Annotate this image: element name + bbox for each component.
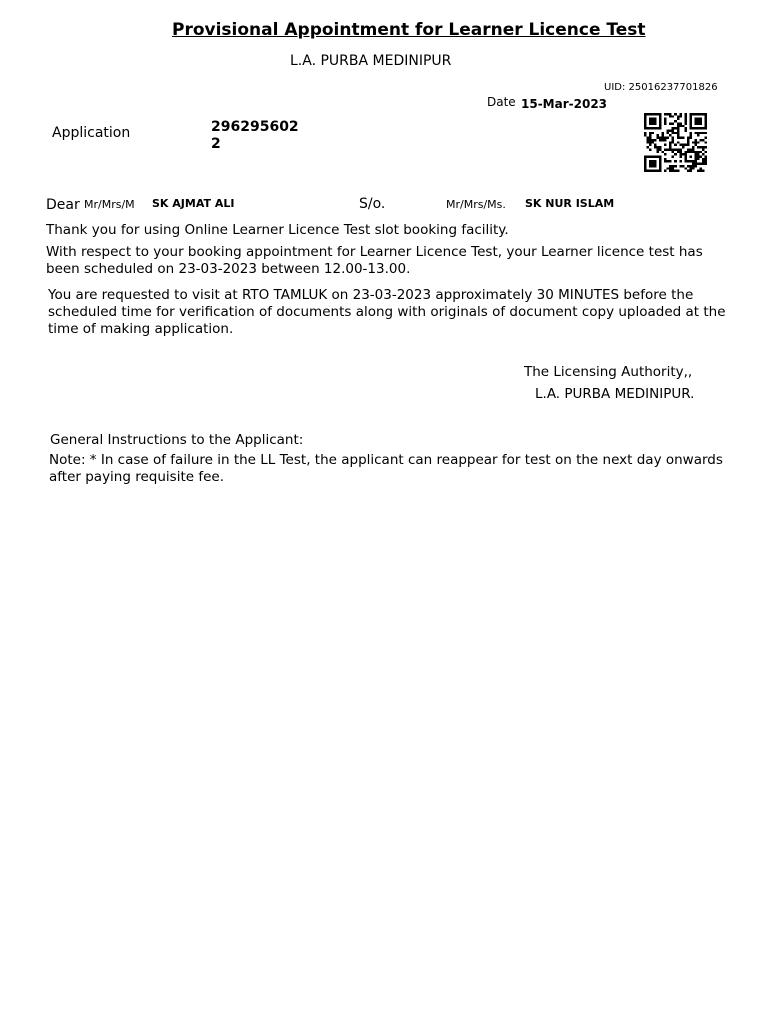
- relation-label: S/o.: [359, 196, 386, 212]
- instructions-heading: General Instructions to the Applicant:: [50, 432, 304, 448]
- date-value: 15-Mar-2023: [521, 97, 608, 111]
- application-number: 2962956022: [211, 119, 299, 152]
- applicant-title: Mr/Mrs/M: [84, 198, 135, 211]
- application-label: Application: [52, 125, 131, 141]
- uid-text: UID: 25016237701826: [604, 82, 718, 93]
- date-label: Date: [487, 95, 516, 109]
- issuing-office: L.A. PURBA MEDINIPUR: [290, 53, 452, 69]
- applicant-name: SK AJMAT ALI: [152, 197, 235, 210]
- guardian-title: Mr/Mrs/Ms.: [446, 198, 506, 211]
- schedule-paragraph: With respect to your booking appointment for Learner Licence Test, your Learner licence test has been scheduled on 23-03-2023 between 12.00-13.00.: [46, 244, 703, 277]
- salutation-dear: Dear: [46, 197, 80, 213]
- thanks-paragraph: Thank you for using Online Learner Licence Test slot booking facility.: [46, 222, 509, 238]
- visit-paragraph: You are requested to visit at RTO TAMLUK on 23-03-2023 approximately 30 MINUTES before the scheduled time for verification of documents along with originals of document copy uploaded at the time of making application.: [48, 287, 726, 337]
- signature-office: L.A. PURBA MEDINIPUR.: [535, 386, 695, 402]
- qr-code-icon: [644, 113, 707, 172]
- guardian-name: SK NUR ISLAM: [525, 197, 615, 210]
- page-title: Provisional Appointment for Learner Licence Test: [172, 20, 646, 40]
- instructions-note: Note: * In case of failure in the LL Test, the applicant can reappear for test on the next day onwards after paying requisite fee.: [49, 452, 723, 485]
- signature-authority: The Licensing Authority,,: [524, 364, 693, 380]
